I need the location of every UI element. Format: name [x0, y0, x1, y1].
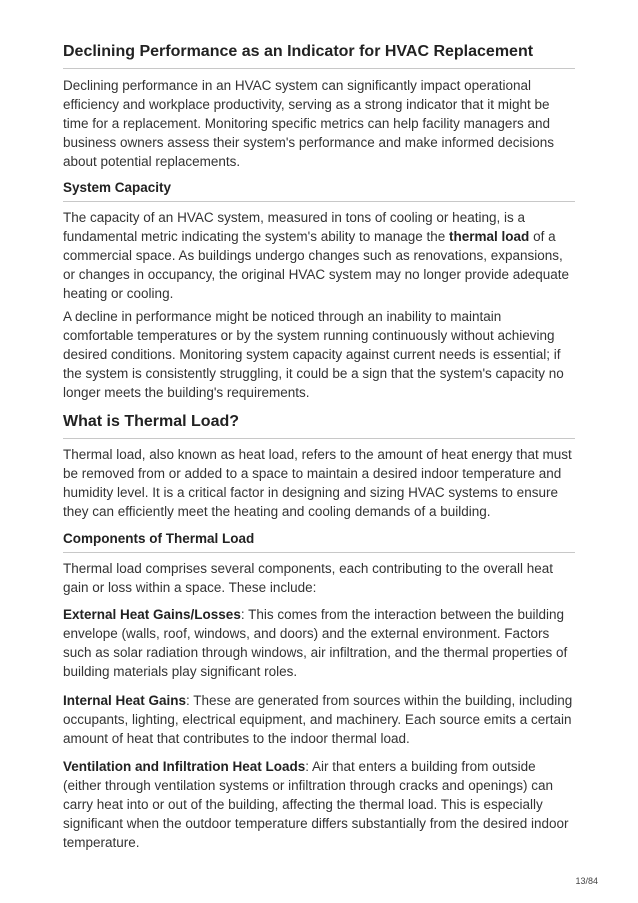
component-item-block [63, 691, 575, 748]
section-components [63, 530, 575, 553]
component-item-block [63, 757, 575, 852]
subsection-title: System Capacity [63, 179, 575, 202]
components-intro-block [63, 559, 575, 597]
components-intro-paragraph: Thermal load comprises several components, each contributing to the overall heat gain or loss within a space. These include: [63, 561, 554, 595]
component-term: Ventilation and Infiltration Heat Loads [63, 759, 306, 774]
capacity-block-2 [63, 307, 575, 402]
component-term: Internal Heat Gains [63, 693, 187, 708]
component-item [63, 757, 575, 852]
section-title: Declining Performance as an Indicator for HVAC Replacement [63, 42, 575, 69]
capacity-paragraph-1 [63, 208, 575, 303]
component-item-block [63, 605, 575, 681]
capacity-text-before: The capacity of an HVAC system, measured in tons of cooling or heating, is a fundamental metric indicating the system's ability to manage the [63, 210, 525, 244]
thermal-load-bold: thermal load [449, 229, 530, 244]
component-term: External Heat Gains/Losses [63, 607, 241, 622]
component-text: : This comes from the interaction between the building envelope (walls, roof, windows, and doors) and the external environment. Factors such as solar radiation through windows, air infiltration, and the thermal properties of building materials play significant roles. [63, 607, 568, 679]
subsection-title: Components of Thermal Load [63, 530, 575, 553]
section-system-capacity [63, 179, 575, 202]
section-title: What is Thermal Load? [63, 412, 575, 439]
capacity-paragraph-2: A decline in performance might be noticed through an inability to maintain comfortable temperatures or by the system running continuously without achieving desired conditions. Monitoring system capacity against current needs is essential; if the system is consistently struggling, it could be a sign that the system's capacity no longer meets the building's requirements. [63, 309, 564, 400]
component-text: : These are generated from sources within the building, including occupants, lighting, electrical equipment, and machinery. Each source emits a certain amount of heat that contributes to the indoor thermal load. [63, 693, 573, 746]
section-declining-performance [63, 42, 575, 69]
thermal-load-paragraph: Thermal load, also known as heat load, refers to the amount of heat energy that must be removed from or added to a space to maintain a desired indoor temperature and humidity level. It is a critical factor in designing and sizing HVAC systems to ensure they can efficiently meet the heating and cooling demands of a building. [63, 447, 572, 519]
intro-block [63, 76, 575, 171]
page-number: 13/84 [575, 876, 598, 886]
section-thermal-load [63, 412, 575, 439]
component-item [63, 691, 575, 748]
component-text: : Air that enters a building from outside (either through ventilation systems or infiltration through cracks and openings) can carry heat into or out of the building, affecting the thermal load. This is especially significant when the outdoor temperature differs substantially from the desired indoor temperature. [63, 759, 569, 850]
intro-paragraph: Declining performance in an HVAC system can significantly impact operational efficiency and workplace productivity, serving as a strong indicator that it might be time for a replacement. Monitoring specific metrics can help facility managers and business owners assess their system's performance and make informed decisions about potential replacements. [63, 78, 555, 169]
component-item [63, 605, 575, 681]
capacity-text-after: of a commercial space. As buildings undergo changes such as renovations, expansions, or changes in occupancy, the original HVAC system may no longer provide adequate heating or cooling. [63, 229, 570, 301]
thermal-load-block [63, 445, 575, 521]
capacity-block-1 [63, 208, 575, 303]
